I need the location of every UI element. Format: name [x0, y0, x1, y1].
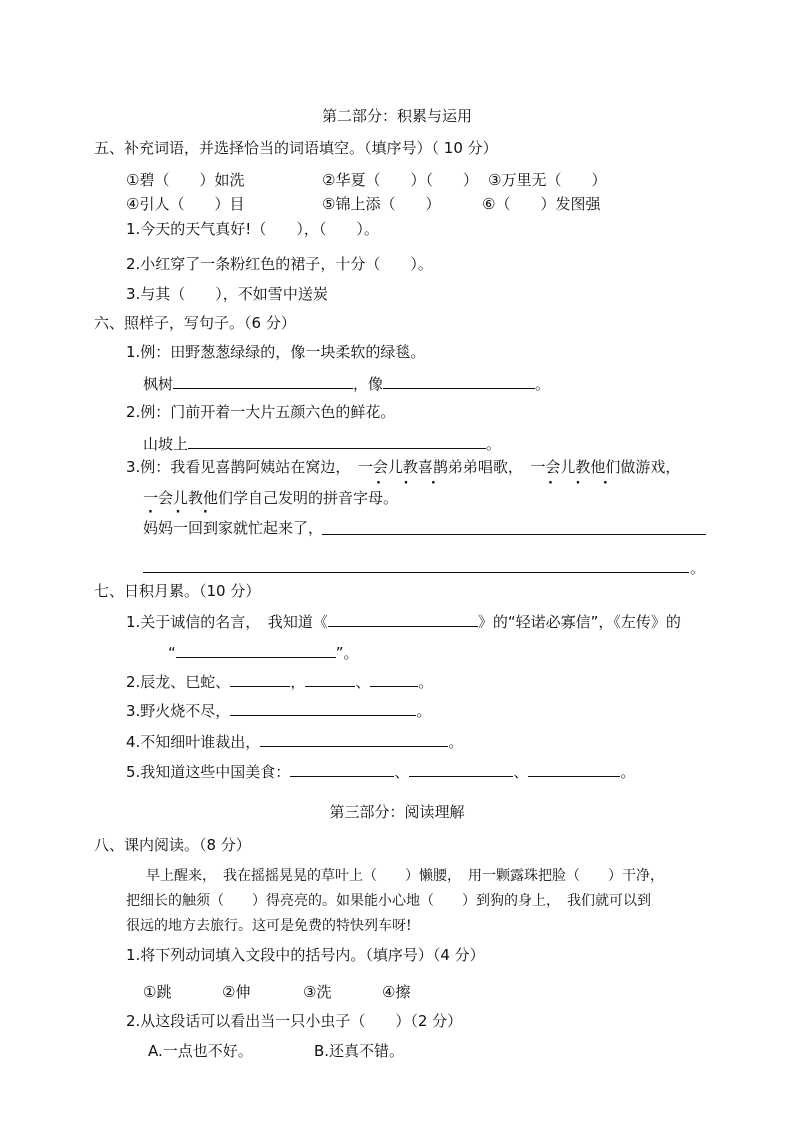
part3-title: 第三部分：阅读理解 [329, 803, 465, 821]
q5-sentence-1: 1.今天的天气真好!（ ），（ ）。 [126, 220, 379, 238]
q8-option-a[interactable]: A.一点也不好。 [148, 1042, 253, 1060]
q8-option-b[interactable]: B.还真不错。 [314, 1042, 405, 1060]
q8-passage-line-1: 早上醒来， 我在摇摇晃晃的草叶上（ ）懒腰， 用一颗露珠把脸（ ）干净， [146, 868, 664, 884]
q7-item-4-lead: 4.不知细叶谁裁出， [126, 733, 261, 751]
q6-prompt-3: 妈妈一回到家就忙起来了， [143, 519, 324, 537]
emphasis-dots-1: · · · [376, 476, 445, 491]
q6-answer-1-blank-b[interactable] [383, 373, 535, 389]
q8-question-2: 2.从这段话可以看出当一只小虫子（ ）（2 分） [126, 1012, 463, 1030]
q6-example-1: 1.例：田野葱葱绿绿的，像一块柔软的绿毯。 [126, 343, 426, 361]
emphasis-dots-3: · · · [148, 505, 217, 520]
q6-answer-2 [143, 433, 501, 454]
q7-item-2-lead: 2.辰龙、巳蛇、 [126, 673, 231, 691]
q6-answer-3-line-1[interactable] [322, 534, 706, 535]
q6-answer-1-end: 。 [535, 375, 551, 393]
q6-answer-2-blank[interactable] [188, 433, 486, 449]
q8-passage-line-2: 把细长的触须（ ）得亮亮的。如果能小心地（ ）到狗的身上， 我们就可以到 [126, 893, 651, 909]
q7-item-3-end: 。 [416, 702, 432, 720]
q7-item-1-close: ”。 [335, 644, 359, 662]
q7-item-2-blank-b[interactable] [305, 671, 355, 687]
q7-item-1 [126, 611, 681, 632]
q7-item-5 [126, 761, 635, 782]
q7-item-4 [126, 731, 463, 752]
q6-title: 六、照样子，写句子。（6 分） [94, 314, 296, 332]
q8-verb-2: ②伸 [222, 983, 251, 1001]
q7-item-2-sep-1: ， [290, 673, 306, 691]
q7-item-5-sep-2: 、 [513, 763, 529, 781]
q7-item-2-blank-a[interactable] [230, 671, 290, 687]
q7-item-5-end: 。 [620, 763, 636, 781]
q7-item-2-end: 。 [418, 673, 434, 691]
q7-item-1-quote [168, 642, 359, 663]
q5-word-5: ⑤锦上添（ ） [322, 195, 441, 213]
q6-answer-3-line-2[interactable] [143, 572, 689, 573]
q7-item-1-open-quote: “ [168, 644, 176, 662]
q5-sentence-2: 2.小红穿了一条粉红色的裙子，十分（ ）。 [126, 255, 433, 273]
q6-answer-2-end: 。 [486, 435, 502, 453]
q7-item-5-blank-b[interactable] [409, 761, 513, 777]
q6-answer-2-lead: 山坡上 [143, 435, 189, 453]
q7-item-4-blank[interactable] [260, 731, 448, 747]
q5-word-6: ⑥（ ）发图强 [482, 195, 601, 213]
q5-word-3: ③万里无（ ） [488, 171, 607, 189]
q6-example-2: 2.例：门前开着一大片五颜六色的鲜花。 [126, 403, 396, 421]
part2-title: 第二部分：积累与运用 [321, 107, 472, 125]
q7-item-5-sep-1: 、 [394, 763, 410, 781]
q7-item-4-end: 。 [448, 733, 464, 751]
q7-title: 七、日积月累。（10 分） [94, 582, 261, 600]
emphasis-dots-2: · · · [548, 476, 617, 491]
q7-item-3 [126, 700, 431, 721]
q7-item-3-blank[interactable] [230, 700, 416, 716]
q7-item-1-lead: 1.关于诚信的名言， 我知道《 [126, 613, 328, 631]
q5-title: 五、补充词语，并选择恰当的词语填空。（填序号）（ 10 分） [94, 139, 498, 157]
q6-answer-1-mid: ，像 [353, 375, 384, 393]
q8-verb-3: ③洗 [303, 983, 332, 1001]
q7-item-5-blank-a[interactable] [290, 761, 394, 777]
q5-word-1: ①碧（ ）如洗 [126, 171, 245, 189]
q7-item-1-mid: 》的“轻诺必寡信”，《左传》的 [477, 613, 681, 631]
q6-example-3-line-1: 3.例：我看见喜鹊阿姨站在窝边， 一会儿教喜鹊弟弟唱歌， 一会儿教他们做游戏， [126, 458, 681, 476]
q7-item-5-lead: 5.我知道这些中国美食： [126, 763, 291, 781]
q7-item-2 [126, 671, 433, 692]
q8-passage-line-3: 很远的地方去旅行。这可是免费的特快列车呀! [126, 918, 412, 934]
q5-word-4: ④引人（ ）目 [126, 195, 245, 213]
q8-verb-1: ①跳 [143, 983, 172, 1001]
q6-answer-1-blank-a[interactable] [173, 373, 353, 389]
q8-question-1: 1.将下列动词填入文段中的括号内。（填序号）（4 分） [126, 946, 485, 964]
q7-item-5-blank-c[interactable] [528, 761, 620, 777]
q6-answer-1 [143, 373, 550, 394]
q6-example-3-line-2: 一会儿教他们学自己发明的拼音字母。 [143, 489, 399, 507]
q7-item-3-lead: 3.野火烧不尽， [126, 702, 231, 720]
q6-answer-1-lead: 枫树 [143, 375, 174, 393]
q7-item-2-blank-c[interactable] [370, 671, 418, 687]
q6-answer-3-end: 。 [690, 559, 706, 577]
q5-word-2: ②华夏（ ）（ ） [322, 171, 478, 189]
q8-verb-4: ④擦 [382, 983, 411, 1001]
q5-sentence-3: 3.与其（ ），不如雪中送炭 [126, 285, 328, 303]
q7-item-1-blank-a[interactable] [328, 611, 478, 627]
q7-item-1-blank-b[interactable] [176, 642, 336, 658]
q8-title: 八、课内阅读。（8 分） [94, 836, 251, 854]
q7-item-2-sep-2: 、 [355, 673, 371, 691]
